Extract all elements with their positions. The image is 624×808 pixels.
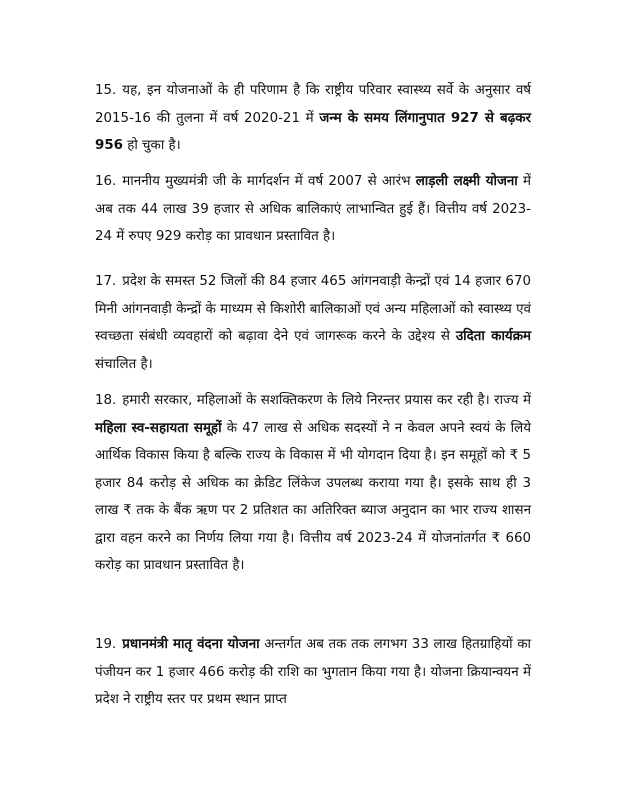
paragraph-18 <box>95 387 531 580</box>
highlight-ladli-laxmi-yojana: लाड़ली लक्ष्मी योजना <box>415 174 518 190</box>
highlight-self-help-groups: महिला स्व-सहायता समूहों <box>95 420 222 436</box>
paragraph-number: 18. <box>95 393 117 409</box>
paragraph-text: में अब तक 44 लाख 39 हजार से अधिक बालिकाएं लाभान्वित हुई हैं। वित्तीय वर्ष 2023-24 में रुपए 929 करोड़ का प्रावधान प्रस्तावित है। <box>95 174 531 245</box>
paragraph-text: माननीय मुख्यमंत्री जी के मार्गदर्शन में वर्ष 2007 से आरंभ <box>122 174 416 190</box>
paragraph-number: 15. <box>95 83 117 99</box>
paragraph-19 <box>95 631 531 714</box>
paragraph-16 <box>95 168 531 251</box>
paragraph-text: यह, इन योजनाओं के ही परिणाम है कि राष्ट्रीय परिवार स्वास्थ्य सर्वे के अनुसार वर्ष 2015-16 की तुलना में वर्ष 2020-21 में <box>95 83 531 126</box>
paragraph-text: प्रदेश के समस्त 52 जिलों की 84 हजार 465 आंगनवाड़ी केन्द्रों एवं 14 हजार 670 मिनी आंगनवाड़ी केन्द्रों के माध्यम से किशोरी बालिकाओं एवं अन्य महिलाओं को स्वास्थ्य एवं स्वच्छता संबंधी व्यवहारों को बढ़ावा देने एवं जागरूक करने के उद्देश्य से <box>95 274 531 345</box>
paragraph-17 <box>95 268 531 378</box>
paragraph-number: 16. <box>95 174 117 190</box>
paragraph-text: अन्तर्गत अब तक तक लगभग 33 लाख हितग्राहियों का पंजीयन कर 1 हजार 466 करोड़ की राशि का भुगतान किया गया है। योजना क्रियान्वयन में प्रदेश ने राष्ट्रीय स्तर पर प्रथम स्थान प्राप्त <box>95 637 531 708</box>
paragraph-text: हो चुका है। <box>122 138 181 154</box>
paragraph-text: के 47 लाख से अधिक सदस्यों ने न केवल अपने स्वयं के लिये आर्थिक विकास किया है बल्कि राज्य के विकास में भी योगदान दिया है। इन समूहों को ₹ 5 हजार 84 करोड़ से अधिक का क्रेडिट लिंकेज उपलब्ध कराया गया है। इसके साथ ही 3 लाख ₹ तक के बैंक ऋण पर 2 प्रतिशत का अतिरिक्त ब्याज अनुदान का भार राज्य शासन द्वारा वहन करने का निर्णय लिया गया है। वित्तीय वर्ष 2023-24 में योजनांतर्गत ₹ 660 करोड़ का प्रावधान प्रस्तावित है। <box>95 420 531 574</box>
highlight-udita-karyakram: उदिता कार्यक्रम <box>455 329 531 345</box>
highlight-matru-vandana-yojana: प्रधानमंत्री मातृ वंदना योजना <box>122 637 260 653</box>
paragraph-number: 19. <box>95 637 117 653</box>
paragraph-15 <box>95 77 531 160</box>
paragraph-text: संचालित है। <box>95 356 153 372</box>
highlight-sex-ratio: जन्म के समय लिंगानुपात 927 से बढ़कर 956 <box>95 110 531 154</box>
paragraph-text: हमारी सरकार, महिलाओं के सशक्तिकरण के लिये निरन्तर प्रयास कर रही है। राज्य में <box>122 393 531 409</box>
paragraph-number: 17. <box>95 274 117 290</box>
